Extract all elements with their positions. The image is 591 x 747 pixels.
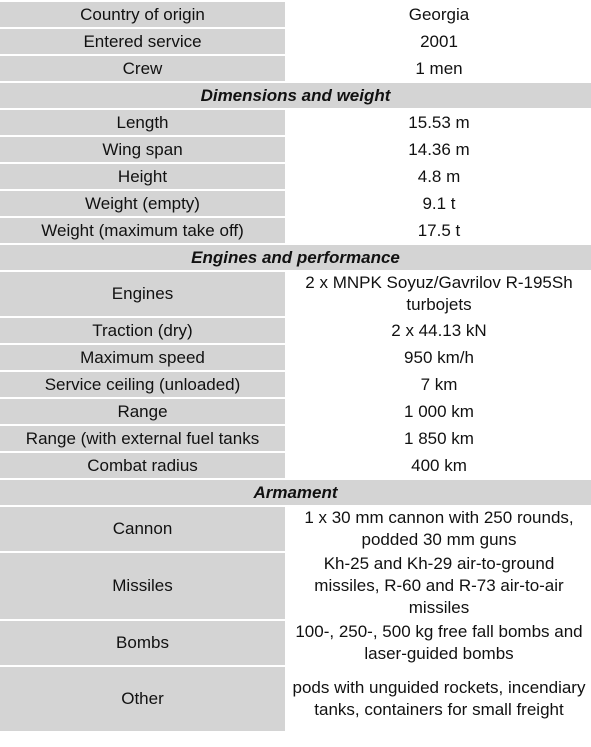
row-value: 17.5 t	[287, 218, 591, 243]
table-row-combat-radius	[0, 453, 591, 478]
row-value: 1 men	[287, 56, 591, 81]
row-value: 2 x 44.13 kN	[287, 318, 591, 343]
row-value: 1 x 30 mm cannon with 250 rounds, podded 30 mm guns	[287, 507, 591, 551]
row-label: Height	[0, 164, 287, 189]
section-header-engines-and-performance	[0, 245, 591, 270]
row-value: 1 850 km	[287, 426, 591, 451]
table-row-cannon	[0, 507, 591, 551]
specifications-table-body	[0, 2, 591, 731]
row-value: Kh-25 and Kh-29 air-to-ground missiles, R-60 and R-73 air-to-air missiles	[287, 553, 591, 619]
table-row-weight-empty	[0, 191, 591, 216]
section-title: Dimensions and weight	[0, 83, 591, 108]
table-row-weight-max-takeoff	[0, 218, 591, 243]
row-label: Country of origin	[0, 2, 287, 27]
table-row-crew	[0, 56, 591, 81]
row-label: Weight (maximum take off)	[0, 218, 287, 243]
table-row-height	[0, 164, 591, 189]
row-label: Traction (dry)	[0, 318, 287, 343]
row-value: 2 x MNPK Soyuz/Gavrilov R-195Sh turbojets	[287, 272, 591, 316]
row-value: 1 000 km	[287, 399, 591, 424]
table-row-range-external-tanks	[0, 426, 591, 451]
row-value: Georgia	[287, 2, 591, 27]
row-value: pods with unguided rockets, incendiary tanks, containers for small freight	[287, 667, 591, 731]
row-label: Missiles	[0, 553, 287, 619]
section-title: Engines and performance	[0, 245, 591, 270]
table-row-other	[0, 667, 591, 731]
row-label: Bombs	[0, 621, 287, 665]
row-value: 9.1 t	[287, 191, 591, 216]
row-label: Other	[0, 667, 287, 731]
table-row-range	[0, 399, 591, 424]
row-label: Entered service	[0, 29, 287, 54]
row-label: Cannon	[0, 507, 287, 551]
row-label: Crew	[0, 56, 287, 81]
row-value: 950 km/h	[287, 345, 591, 370]
table-row-service-ceiling	[0, 372, 591, 397]
row-label: Combat radius	[0, 453, 287, 478]
row-label: Range	[0, 399, 287, 424]
row-label: Length	[0, 110, 287, 135]
row-label: Service ceiling (unloaded)	[0, 372, 287, 397]
row-value: 4.8 m	[287, 164, 591, 189]
row-label: Maximum speed	[0, 345, 287, 370]
section-title: Armament	[0, 480, 591, 505]
table-row-entered-service	[0, 29, 591, 54]
row-value: 7 km	[287, 372, 591, 397]
row-label: Range (with external fuel tanks	[0, 426, 287, 451]
row-label: Engines	[0, 272, 287, 316]
table-row-length	[0, 110, 591, 135]
table-row-engines	[0, 272, 591, 316]
section-header-armament	[0, 480, 591, 505]
table-row-country-of-origin	[0, 2, 591, 27]
table-row-missiles	[0, 553, 591, 619]
row-label: Wing span	[0, 137, 287, 162]
row-value: 400 km	[287, 453, 591, 478]
row-value: 100-, 250-, 500 kg free fall bombs and laser-guided bombs	[287, 621, 591, 665]
table-row-traction-dry	[0, 318, 591, 343]
row-value: 15.53 m	[287, 110, 591, 135]
row-label: Weight (empty)	[0, 191, 287, 216]
table-row-wing-span	[0, 137, 591, 162]
table-row-maximum-speed	[0, 345, 591, 370]
row-value: 14.36 m	[287, 137, 591, 162]
table-row-bombs	[0, 621, 591, 665]
row-value: 2001	[287, 29, 591, 54]
section-header-dimensions-and-weight	[0, 83, 591, 108]
